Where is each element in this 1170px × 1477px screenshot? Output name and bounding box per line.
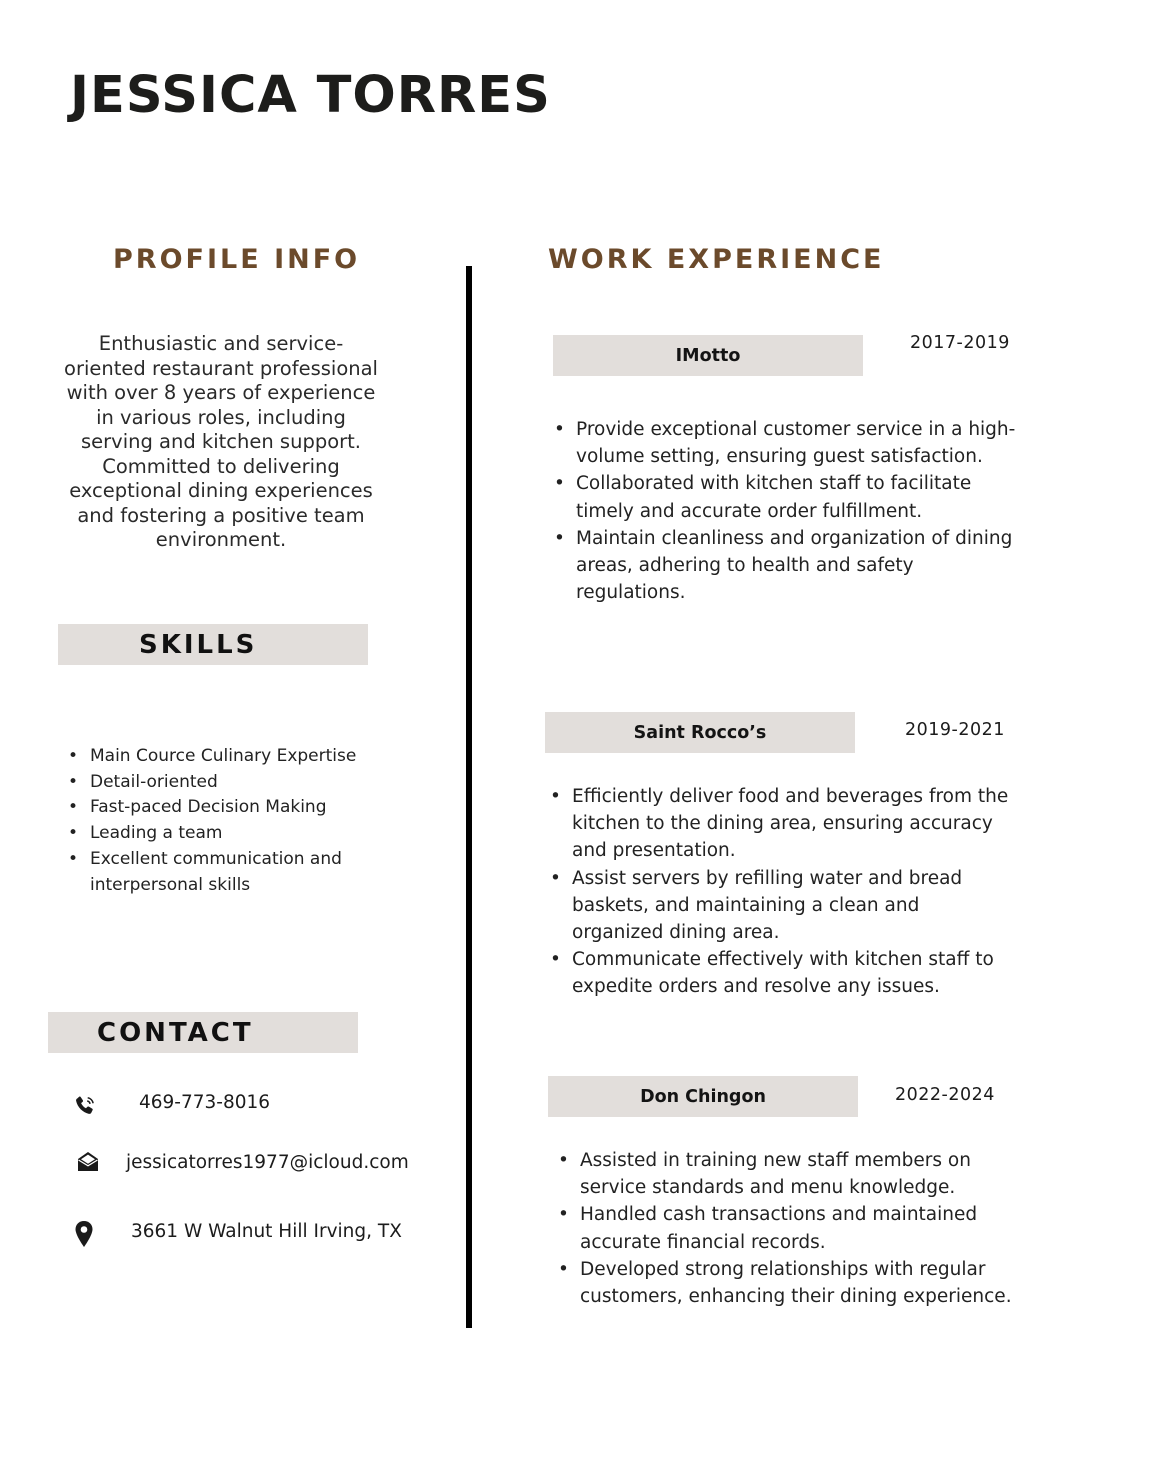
job-duty: • Efficiently deliver food and beverages from the kitchen to the dining area, ensuring accuracy and presentation. [548,783,1010,865]
skill-item: • Fast-paced Decision Making [66,795,416,821]
skills-heading-bar [58,624,368,665]
job-employer: Saint Rocco’s [633,722,767,743]
job-duty: • Developed strong relationships with regular customers, enhancing their dining experience. [556,1256,1018,1310]
job-employer: IMotto [675,345,741,366]
phone-number: 469-773-8016 [139,1092,271,1113]
job-employer-bar [553,335,863,376]
job-duties-list [552,416,1022,606]
email-address: jessicatorres1977@icloud.com [126,1152,409,1173]
skill-item: • Main Cource Culinary Expertise [66,744,416,770]
job-duties-list [556,1147,1018,1310]
profile-info-heading: PROFILE INFO [113,244,361,275]
job-duty: • Provide exceptional customer service in a high-volume setting, ensuring guest satisfaction. [552,416,1022,470]
map-pin-icon [74,1220,94,1248]
resume-name: JESSICA TORRES [70,66,551,125]
work-experience-heading: WORK EXPERIENCE [548,244,885,275]
job-duties-list [548,783,1010,1001]
job-employer-bar [545,712,855,753]
skill-item: • Detail-oriented [66,770,416,796]
contact-heading-bar [48,1012,358,1053]
job-duty: • Assisted in training new staff members on service standards and menu knowledge. [556,1147,1018,1201]
job-duty: • Collaborated with kitchen staff to facilitate timely and accurate order fulfillment. [552,470,1022,524]
job-duty: • Communicate effectively with kitchen staff to expedite orders and resolve any issues. [548,946,1010,1000]
mail-icon [76,1151,100,1173]
job-duty: • Maintain cleanliness and organization of dining areas, adhering to health and safety regulations. [552,525,1022,607]
profile-summary: Enthusiastic and service-oriented restaurant professional with over 8 years of experience in various roles, including serving and kitchen support. Committed to delivering exceptional dining experiences and fostering a positive team environment. [64,332,378,551]
skill-item: • Leading a team [66,821,416,847]
job-dates: 2022-2024 [895,1085,995,1105]
job-employer-bar [548,1076,858,1117]
skills-list [66,744,416,898]
job-duty: • Handled cash transactions and maintained accurate financial records. [556,1201,1018,1255]
street-address: 3661 W Walnut Hill Irving, TX [131,1221,402,1242]
job-dates: 2017-2019 [910,333,1010,353]
job-duty: • Assist servers by refilling water and bread baskets, and maintaining a clean and organized dining area. [548,865,1010,947]
job-dates: 2019-2021 [905,720,1005,740]
contact-heading: CONTACT [97,1017,254,1048]
job-employer: Don Chingon [640,1086,766,1107]
skill-item: • Excellent communication and interpersonal skills [66,847,416,898]
column-divider [466,266,472,1328]
phone-icon [72,1094,98,1120]
skills-heading: SKILLS [139,629,258,660]
